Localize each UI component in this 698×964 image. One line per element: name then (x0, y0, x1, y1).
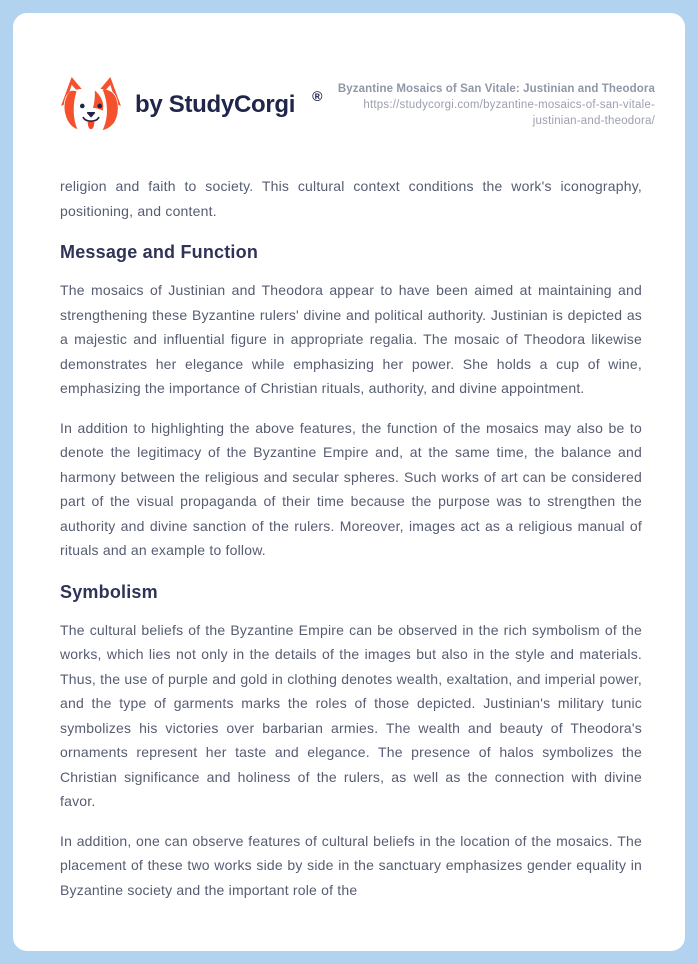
section-heading-message-and-function: Message and Function (60, 242, 259, 262)
article-paragraph: The cultural beliefs of the Byzantine Empire can be observed in the rich symbolism of the works, which lies not only in the details of the images but also in the style and materials. Thus, the use of purple and gold in clothing denotes wealth, exaltation, and imperial power, and the type of garments marks the roles of those depicted. Justinian's military tunic symbolizes his victories over barbarian armies. The wealth and beauty of Theodora's ornaments represent her taste and elegance. The presence of halos symbolizes the Christian significance and holiness of the rulers, as well as the connection with divine favor. (60, 621, 642, 809)
article-paragraph: In addition, one can observe features of cultural beliefs in the location of the mosaics. The placement of these two works side by side in the sanctuary emphasizes gender equality in Byzantine society and the important role of the (60, 832, 642, 898)
document-header (60, 76, 655, 134)
article-paragraph: The mosaics of Justinian and Theodora appear to have been aimed at maintaining and strengthening these Byzantine rulers' divine and political authority. Justinian is depicted as a majestic and influential figure in appropriate regalia. The mosaic of Theodora likewise demonstrates her elegance while emphasizing her power. She holds a cup of wine, emphasizing the importance of Christian rituals, authority, and divine appointment. (60, 282, 642, 396)
registered-trademark-mark: ® (312, 88, 323, 104)
brand-text: by StudyCorgi (135, 91, 296, 118)
article-body (60, 174, 642, 902)
article-paragraph: In addition to highlighting the above features, the function of the mosaics may also be to denote the legitimacy of the Byzantine Empire and, at the same time, the balance and harmony between the religious and secular spheres. Such works of art can be considered part of the visual propaganda of their time because the purpose was to strengthen the authority and divine sanction of the rulers. Moreover, images act as a religious manual of rituals and an example to follow. (60, 419, 642, 558)
document-title: Byzantine Mosaics of San Vitale: Justinian and Theodora (337, 83, 655, 95)
document-card (13, 13, 685, 951)
document-url: https://studycorgi.com/byzantine-mosaics-of-san-vitale-justinian-and-theodora/ (363, 99, 655, 127)
section-heading-symbolism: Symbolism (60, 581, 158, 602)
corgi-logo-icon (60, 76, 122, 134)
brand (60, 76, 322, 134)
article-paragraph: religion and faith to society. This cultural context conditions the work's iconography, positioning, and content. (60, 178, 642, 219)
document-meta (322, 76, 655, 129)
